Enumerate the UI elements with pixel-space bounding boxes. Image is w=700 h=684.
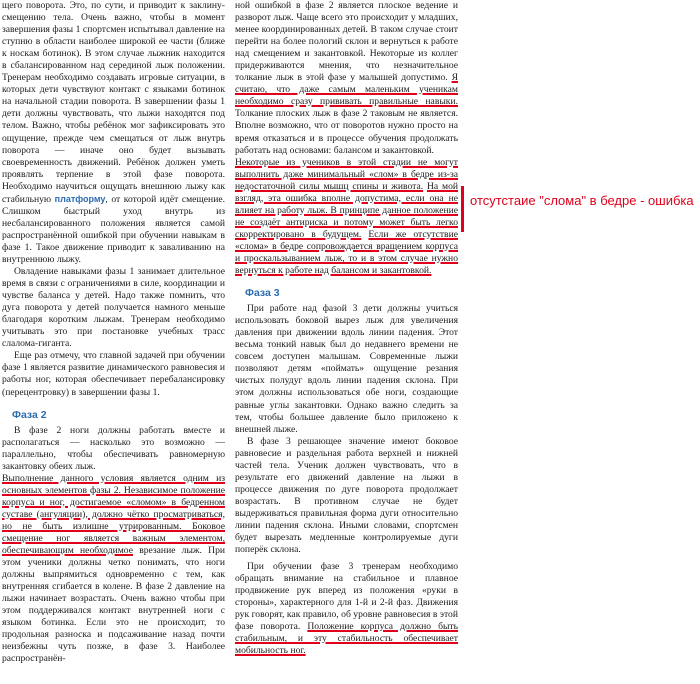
mid-p5-text: При обучении фазе 3 тренерам необходимо обращать внимание на стабильное и плавное продвижение рук вперед из положения «руки в стороны», характерного для 1-й и 2-й фаз. Движения рук говорят, как правило, об уровне равновесия в этой фазе поворота. xyxy=(235,561,458,633)
left-paragraph-3: Еще раз отмечу, что главной задачей при обучении фазе 1 является развитие динамического равновесия и работы ног, которая обеспечивает перебалансировку (перецентровку) в завершении фазы 1. xyxy=(2,350,225,398)
underlined-phase2-text: Выполнение данного условия является одним из основных элементов фазы 2. Независимое положение корпуса и ног, достигаемое «сломом» в бедренном суставе (ангуляции), должно чётко просматриваться, но не быть излишне утрированным. Боковое смещение ног является важным элементом, обеспечивающим необходимое xyxy=(2,472,225,557)
underlined-opinion-2-text: На мой взгляд, эта ошибка вполне допустима, если она не влияет на работу лыж. В принципе данное положение не создаёт антириска и потому может быть легко скорректировано в будущем. xyxy=(235,180,458,240)
mid-paragraph-3: При работе над фазой 3 дети должны учиться использовать боковой вырез лыж для увеличения давления при движении вдоль линии падения. Этот весьма тонкий навык был до недавнего времени не совсем доступен малышам. Современные лыжи позволяют детям «поймать» ощущение резания чистых полудуг вдоль линии падения склона. При этом должны использоваться обе ноги, создающие равные углы закантовки. Однако важно следить за тем, чтобы большее давление было приложено к внешней лыже. xyxy=(235,303,458,435)
platform-term: платформу xyxy=(54,193,106,204)
mid-paragraph-2 xyxy=(235,157,458,277)
left-paragraph-5 xyxy=(2,473,225,666)
left-paragraph-1 xyxy=(2,0,225,266)
handwritten-annotation: отсутстаие "слома" в бедре - ошибка xyxy=(470,193,694,208)
mid-paragraph-5 xyxy=(235,561,458,657)
left-p5-tail: врезание лыж. При этом ученики должны четко понимать, что ноги должны выпрямиться одновременно с тем, как внутренняя сгибается в колене. В фазе 2 давление на лыжи начинает возрастать. Очень важно чтобы при этом поддерживался контакт внутренней ноги с языком ботинка. Если это не происходит, то продольная разноска и подсаживание назад почти неизбежны чуть позже, в фазе 3. Наиболее распространён- xyxy=(2,545,225,665)
left-p1-tail: , от которой идёт смещение. Слишком быстрый уход внутрь из несбалансированного положения является самой распространённой ошибкой при обучении навыкам в фазе 1. Такое движение приводит к заваливанию на внутреннюю лыжу. xyxy=(2,193,225,265)
annotation-bracket xyxy=(461,186,464,232)
middle-column xyxy=(235,0,458,657)
underlined-mobility-text: Положение корпуса должно быть стабильным, и эту стабильность обеспечивает мобильность ног. xyxy=(235,621,459,657)
phase-3-heading: Фаза 3 xyxy=(245,287,280,300)
left-p1-text: щего поворота. Это, по сути, и приводит к заклину-смещению тела. Очень важно, чтобы в момент завершения фазы 1 спортсмен испытывал давление на ступню в области наиболее широкой ее части (ближе к носкам ботинок). В этом случае лыжник находится в сбалансированном над серединой лыж положении. Тренерам необходимо создавать игровые ситуации, в которых дети чувствуют контакт с языками ботинок на начальной стадии поворота. В завершении фазы 1 дети должны чувствовать, что лыжи находятся под телом. Важно, чтобы ребёнок мог зафиксировать это ощущение, прежде чем смещаться от лыж внутрь поворота — иначе оно будет вызывать своевременность движений. Ребёнок должен уметь проявлять терпение в этой фазе поворота. Необходимо научиться ощущать внешнюю лыжу как стабильную xyxy=(2,0,225,205)
mid-p1-text: ной ошибкой в фазе 2 является плоское ведение и разворот лыж. Чаще всего это происходит у младших, менее координированных детей. В таком случае стоит перейти на более пологий склон и вернуться к работе над смещением и закантовкой. Некоторые из коллег придерживаются мнения, что незначительное толкание лыж в этой фазе у малышей допустимо. xyxy=(235,0,458,84)
left-paragraph-4: В фазе 2 ноги должны работать вместе и располагаться — насколько это возможно — параллельно, чтобы обеспечивать равномерную закантовку обеих лыж. xyxy=(2,424,225,472)
phase-2-heading: Фаза 2 xyxy=(12,408,47,421)
left-column xyxy=(2,0,225,666)
mid-paragraph-1 xyxy=(235,0,458,157)
underlined-slom-text: Некоторые из учеников в этой стадии не могут выполнить даже минимальный «слом» в бедре из-за недостаточной силы мышц спины и живота. xyxy=(235,156,458,192)
mid-paragraph-4: В фазе 3 решающее значение имеют боковое равновесие и раздельная работа верхней и нижней частей тела. Ученик должен чувствовать, что в результате его движений давление на лыжи в процессе движения по дуге поворота продолжает возрастать. В противном случае не будет выдерживаться правильная форма дуги относительно линии падения склона. Иными словами, спортсмен будет вырезать медленные контролируемые дуги поперёк склона. xyxy=(235,435,458,556)
left-paragraph-2: Овладение навыками фазы 1 занимает длительное время в связи с ограничениями в силе, координации и чувстве баланса у детей. Надо также помнить, что дуга поворота у детей получается намного меньше благодаря коротким лыжам. Тренерам необходимо учитывать это при постановке учебных трасс слалома-гиганта. xyxy=(2,266,225,350)
underlined-rotation-text: Если же отсутствие «слома» в бедре сопровождается вращением корпуса и проскальзыванием лыж, то и в этом случае нужно вернуться к работе над балансом и закантовкой. xyxy=(235,228,458,277)
mid-p1-tail: Толкание плоских лыж в фазе 2 таковым не является. Вполне возможно, что от поворотов нужно просто на время отказаться и в процессе обучения продолжать работать над основами: балансом и закантовкой. xyxy=(235,108,458,156)
underlined-opinion-text: Я считаю, что даже самым маленьким ученикам необходимо сразу прививать правильные навыки. xyxy=(235,72,458,108)
